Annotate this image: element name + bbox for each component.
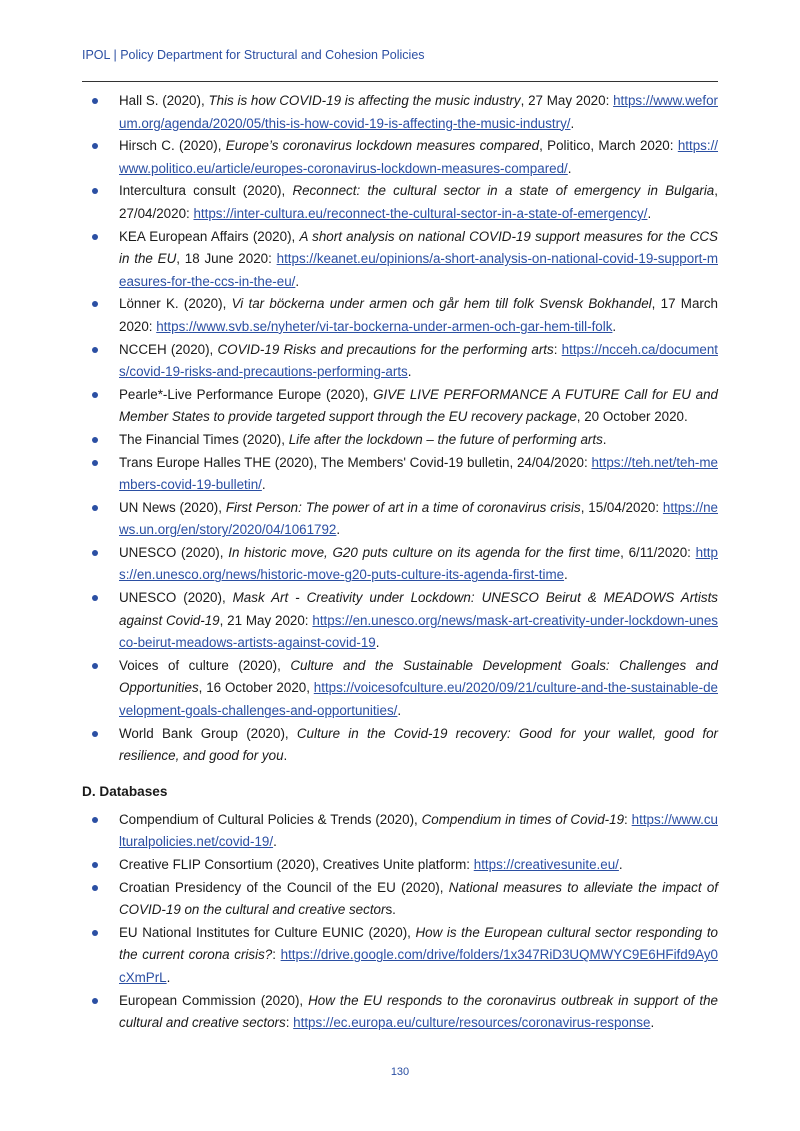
reference-text: European Commission (2020), <box>119 992 309 1008</box>
header-divider <box>82 81 718 82</box>
reference-title: Life after the lockdown – the future of performing arts <box>288 431 603 447</box>
reference-text: World Bank Group (2020), <box>119 725 297 741</box>
reference-title: Culture in the Covid-19 recovery: Good for your wallet, good for resilience, and good for you <box>119 725 718 764</box>
reference-link[interactable]: https://voicesofculture.eu/2020/09/21/culture-and-the-sustainable-development-goals-challenges-and-opportunities/ <box>119 680 718 719</box>
reference-item <box>82 723 718 768</box>
reference-text: , 17 March 2020: <box>119 296 719 334</box>
reference-text: NCCEH (2020), <box>119 341 218 357</box>
reference-link[interactable]: https://inter-cultura.eu/reconnect-the-cultural-sector-in-a-state-of-emergency/ <box>193 205 648 221</box>
reference-text: , 6/11/2020: <box>620 544 696 560</box>
bullet-icon <box>92 998 98 1004</box>
reference-text: : <box>272 947 281 963</box>
reference-text: , 18 June 2020: <box>176 251 277 267</box>
reference-text: UN News (2020), <box>119 499 226 515</box>
reference-title: COVID-19 Risks and precautions for the performing arts <box>217 341 554 357</box>
reference-title: Mask Art - Creativity under Lockdown: UNESCO Beirut & MEADOWS Artists against Covid-19 <box>119 590 718 628</box>
reference-item <box>82 135 718 180</box>
reference-link[interactable]: https://ncceh.ca/documents/covid-19-risks-and-precautions-performing-arts <box>119 341 718 380</box>
reference-link[interactable]: https://www.culturalpolicies.net/covid-19/ <box>119 811 718 850</box>
running-header: IPOL | Policy Department for Structural and Cohesion Policies <box>82 48 425 62</box>
reference-title: Culture and the Sustainable Development Goals: Challenges and Opportunities <box>119 657 719 696</box>
reference-link[interactable]: https://news.un.org/en/story/2020/04/1061792 <box>119 499 718 538</box>
reference-title: Vi tar böckerna under armen och går hem till folk Svensk Bokhandel <box>231 296 652 312</box>
bullet-icon <box>92 817 98 823</box>
reference-text: Hirsch C. (2020), <box>119 138 226 154</box>
reference-text: , 27 May 2020: <box>520 93 614 108</box>
reference-text: . <box>375 635 380 651</box>
reference-item <box>82 922 718 990</box>
reference-text: Croatian Presidency of the Council of the EU (2020), <box>119 879 449 895</box>
reference-text: The Financial Times (2020), <box>119 431 289 447</box>
reference-link[interactable]: https://teh.net/teh-members-covid-19-bulletin/ <box>119 454 718 493</box>
reference-text: Voices of culture (2020), <box>119 657 291 673</box>
reference-text: EU National Institutes for Culture EUNIC (2020), <box>119 924 416 940</box>
reference-item <box>82 587 718 655</box>
reference-text: Compendium of Cultural Policies & Trends (2020), <box>119 811 422 827</box>
reference-item <box>82 226 718 294</box>
bullet-icon <box>92 301 98 307</box>
reference-text: . <box>650 1015 655 1031</box>
reference-text: . <box>602 431 607 447</box>
reference-text: . <box>397 703 402 719</box>
reference-text: , 15/04/2020: <box>580 499 663 515</box>
section-heading-databases: D. Databases <box>82 783 168 799</box>
reference-title: How the EU responds to the coronavirus outbreak in support of the cultural and creative sectors <box>119 992 719 1031</box>
database-list <box>82 809 718 1035</box>
reference-text: Creative FLIP Consortium (2020), Creatives Unite platform: <box>119 857 474 872</box>
reference-text: . <box>283 748 288 764</box>
reference-text: Lönner K. (2020), <box>119 296 232 312</box>
reference-text: Trans Europe Halles THE (2020), The Members' Covid-19 bulletin, 24/04/2020: <box>119 454 592 470</box>
reference-item <box>82 384 718 429</box>
reference-item <box>82 339 718 384</box>
reference-item <box>82 180 718 225</box>
reference-item <box>82 990 718 1035</box>
reference-title: In historic move, G20 puts culture on its agenda for the first time <box>228 544 621 560</box>
bullet-icon <box>92 731 98 737</box>
reference-text: . <box>567 160 572 176</box>
reference-text: . <box>618 857 623 872</box>
reference-title: Europe’s coronavirus lockdown measures compared <box>225 138 540 154</box>
bullet-icon <box>92 234 98 240</box>
reference-text: . <box>612 318 617 334</box>
reference-link[interactable]: https://www.politico.eu/article/europes-coronavirus-lockdown-measures-compared/ <box>119 138 719 176</box>
reference-text: UNESCO (2020), <box>119 544 229 560</box>
reference-text: . <box>647 205 652 221</box>
reference-text: Pearle*-Live Performance Europe (2020), <box>119 386 374 402</box>
bullet-icon <box>92 347 98 353</box>
reference-text: s. <box>385 902 396 918</box>
reference-text: : <box>624 811 632 827</box>
reference-item <box>82 497 718 542</box>
bullet-icon <box>92 392 98 398</box>
reference-text: . <box>407 364 412 380</box>
reference-text: . <box>295 273 300 289</box>
bullet-icon <box>92 550 98 556</box>
reference-text: , 21 May 2020: <box>219 612 313 628</box>
reference-item <box>82 90 718 135</box>
reference-link[interactable]: https://creativesunite.eu/ <box>473 857 619 872</box>
reference-text: Intercultura consult (2020), <box>119 183 293 199</box>
bullet-icon <box>92 663 98 669</box>
reference-text: , 16 October 2020, <box>198 680 314 696</box>
reference-link[interactable]: https://keanet.eu/opinions/a-short-analysis-on-national-covid-19-support-measures-for-the-ccs-in-the-eu/ <box>119 251 718 289</box>
page-content <box>82 90 718 1035</box>
reference-text: : <box>285 1015 294 1031</box>
reference-text: , 27/04/2020: <box>119 183 718 221</box>
bullet-icon <box>92 930 98 936</box>
page-number: 130 <box>390 1066 410 1078</box>
reference-link[interactable]: https://en.unesco.org/news/historic-move-g20-puts-culture-its-agenda-first-time <box>119 544 718 583</box>
reference-item <box>82 542 718 587</box>
reference-item <box>82 452 718 497</box>
reference-item <box>82 854 718 877</box>
reference-text: , 20 October 2020. <box>576 409 688 425</box>
reference-text: : <box>553 341 562 357</box>
bullet-icon <box>92 862 98 868</box>
reference-text: . <box>570 115 575 131</box>
bullet-icon <box>92 98 98 104</box>
reference-item <box>82 809 718 854</box>
reference-item <box>82 655 718 723</box>
reference-text: . <box>166 969 171 985</box>
bullet-icon <box>92 460 98 466</box>
reference-link[interactable]: https://ec.europa.eu/culture/resources/coronavirus-response <box>293 1015 651 1031</box>
reference-link[interactable]: https://www.weforum.org/agenda/2020/05/this-is-how-covid-19-is-affecting-the-music-industry/ <box>119 93 718 131</box>
bullet-icon <box>92 437 98 443</box>
reference-item <box>82 293 718 338</box>
reference-title: Compendium in times of Covid-19 <box>421 811 625 827</box>
reference-title: A short analysis on national COVID-19 support measures for the CCS in the EU <box>119 228 718 267</box>
reference-text: UNESCO (2020), <box>119 590 233 606</box>
reference-title: This is how COVID-19 is affecting the music industry <box>208 93 521 108</box>
reference-title: National measures to alleviate the impact of COVID-19 on the cultural and creative sector <box>119 879 719 918</box>
reference-link[interactable]: https://www.svb.se/nyheter/vi-tar-bockerna-under-armen-och-gar-hem-till-folk <box>156 318 613 334</box>
reference-title: How is the European cultural sector responding to the current corona crisis? <box>119 924 718 963</box>
reference-list <box>82 90 718 768</box>
reference-text: . <box>564 567 568 583</box>
bullet-icon <box>92 885 98 891</box>
reference-text: KEA European Affairs (2020), <box>119 228 300 244</box>
reference-title: GIVE LIVE PERFORMANCE A FUTURE Call for EU and Member States to provide targeted support through the EU recovery package <box>119 386 719 425</box>
reference-title: Reconnect: the cultural sector in a state of emergency in Bulgaria <box>292 183 715 199</box>
reference-text: . <box>261 477 266 493</box>
reference-item <box>82 429 718 452</box>
reference-item <box>82 877 718 922</box>
reference-text: , Politico, March 2020: <box>539 138 678 154</box>
reference-title: First Person: The power of art in a time of coronavirus crisis <box>225 499 581 515</box>
bullet-icon <box>92 595 98 601</box>
reference-text: Hall S. (2020), <box>119 93 209 108</box>
reference-text: . <box>273 834 277 850</box>
bullet-icon <box>92 143 98 149</box>
bullet-icon <box>92 188 98 194</box>
reference-link[interactable]: https://drive.google.com/drive/folders/1x347RiD3UQMWYC9E6HFifd9Ay0cXmPrL <box>119 947 718 985</box>
bullet-icon <box>92 505 98 511</box>
reference-link[interactable]: https://en.unesco.org/news/mask-art-creativity-under-lockdown-unesco-beirut-meadows-artists-against-covid-19 <box>119 612 718 651</box>
reference-text: . <box>336 522 341 538</box>
